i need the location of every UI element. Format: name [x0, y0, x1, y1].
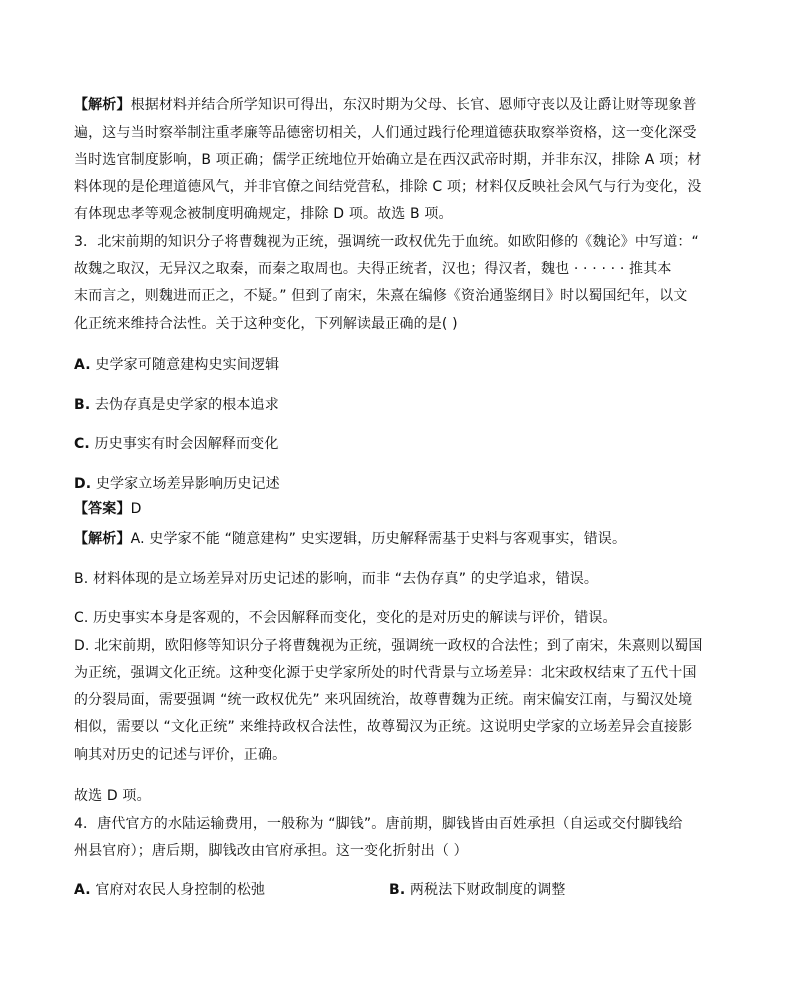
- option-text: 史学家立场差异影响历史记述: [95, 476, 280, 492]
- question-3-answer: [74, 499, 142, 519]
- option-text: 历史事实有时会因解释而变化: [94, 436, 279, 452]
- question-3-analysis-d-line: 相似，需要以 “文化正统” 来维持政权合法性，故尊蜀汉为正统。这说明史学家的立场差异会直接影: [74, 719, 693, 735]
- question-3-analysis-a: [74, 529, 626, 549]
- question-4-option-a: [74, 880, 265, 900]
- answer-tag: 【答案】: [74, 501, 131, 517]
- analysis-paragraph-line: 当时选官制度影响，B 项正确；儒学正统地位开始确立是在西汉武帝时期，并非东汉，排除 A 项；材: [74, 152, 702, 168]
- question-3-stem-line: 末而言之，则魏进而正之，不疑。” 但到了南宋，朱熹在编修《资治通鉴纲目》时以蜀国纪年，以文: [74, 288, 688, 304]
- analysis-paragraph-line: 有体现忠孝等观念被制度明确规定，排除 D 项。故选 B 项。: [74, 206, 453, 222]
- analysis-text: 根据材料并结合所学知识可得出，东汉时期为父母、长官、恩师守丧以及让爵让财等现象普: [130, 97, 697, 113]
- answer-value: D: [130, 501, 142, 517]
- option-key: C.: [74, 436, 90, 452]
- question-3-option-b: [74, 395, 279, 415]
- question-4-stem-line: 4．唐代官方的水陆运输费用，一般称为 “脚钱”。唐前期，脚钱皆由百姓承担（自运或交付脚钱给: [74, 816, 683, 832]
- question-3-analysis-d-line: 的分裂局面，需要强调 “统一政权优先” 来巩固统治，故尊曹魏为正统。南宋偏安江南，与蜀汉处境: [74, 692, 693, 708]
- option-key: B.: [74, 397, 91, 413]
- question-3-option-d: [74, 474, 280, 494]
- question-4-option-b: [389, 880, 566, 900]
- question-3-stem-line: 3．北宋前期的知识分子将曹魏视为正统，强调统一政权优先于血统。如欧阳修的《魏论》中写道：“: [74, 234, 699, 250]
- option-key: D.: [74, 476, 92, 492]
- question-3-conclusion: 故选 D 项。: [74, 788, 151, 804]
- analysis-text: A. 史学家不能 “随意建构” 史实逻辑，历史解释需基于史料与客观事实，错误。: [130, 531, 627, 547]
- question-3-analysis-d-line: D. 北宋前期，欧阳修等知识分子将曹魏视为正统，强调统一政权的合法性；到了南宋，朱熹则以蜀国: [74, 638, 703, 654]
- analysis-paragraph-line: [74, 95, 697, 115]
- option-key: B.: [389, 882, 406, 898]
- analysis-tag: 【解析】: [74, 531, 131, 547]
- question-3-analysis-d-line: 响其对历史的记述与评价，正确。: [74, 747, 287, 763]
- option-key: A.: [74, 357, 91, 373]
- analysis-paragraph-line: 遍，这与当时察举制注重孝廉等品德密切相关，人们通过践行伦理道德获取察举资格，这一变化深受: [74, 125, 697, 141]
- option-text: 两税法下财政制度的调整: [409, 882, 566, 898]
- question-3-option-c: [74, 434, 278, 454]
- question-3-option-a: [74, 355, 279, 375]
- question-3-analysis-c: C. 历史事实本身是客观的，不会因解释而变化，变化的是对历史的解读与评价，错误。: [74, 610, 617, 626]
- question-3-stem-line: 化正统来维持合法性。关于这种变化，下列解读最正确的是( ): [74, 316, 458, 332]
- option-text: 去伪存真是史学家的根本追求: [94, 397, 279, 413]
- question-3-analysis-b: B. 材料体现的是立场差异对历史记述的影响，而非 “去伪存真” 的史学追求，错误。: [74, 571, 599, 587]
- analysis-tag: 【解析】: [74, 97, 131, 113]
- option-key: A.: [74, 882, 91, 898]
- analysis-paragraph-line: 料体现的是伦理道德风气，并非官僚之间结党营私，排除 C 项；材料仅反映社会风气与行为变化，没: [74, 179, 702, 195]
- option-text: 官府对农民人身控制的松弛: [95, 882, 266, 898]
- question-4-stem-line: 州县官府）；唐后期，脚钱改由官府承担。这一变化折射出（ ）: [74, 843, 468, 859]
- option-text: 史学家可随意建构史实间逻辑: [95, 357, 280, 373]
- question-3-stem-line: 故魏之取汉，无异汉之取秦，而秦之取周也。夫得正统者，汉也；得汉者，魏也 · · · · · · 推其本: [74, 261, 672, 277]
- question-3-analysis-d-line: 为正统，强调文化正统。这种变化源于史学家所处的时代背景与立场差异：北宋政权结束了五代十国: [74, 665, 697, 681]
